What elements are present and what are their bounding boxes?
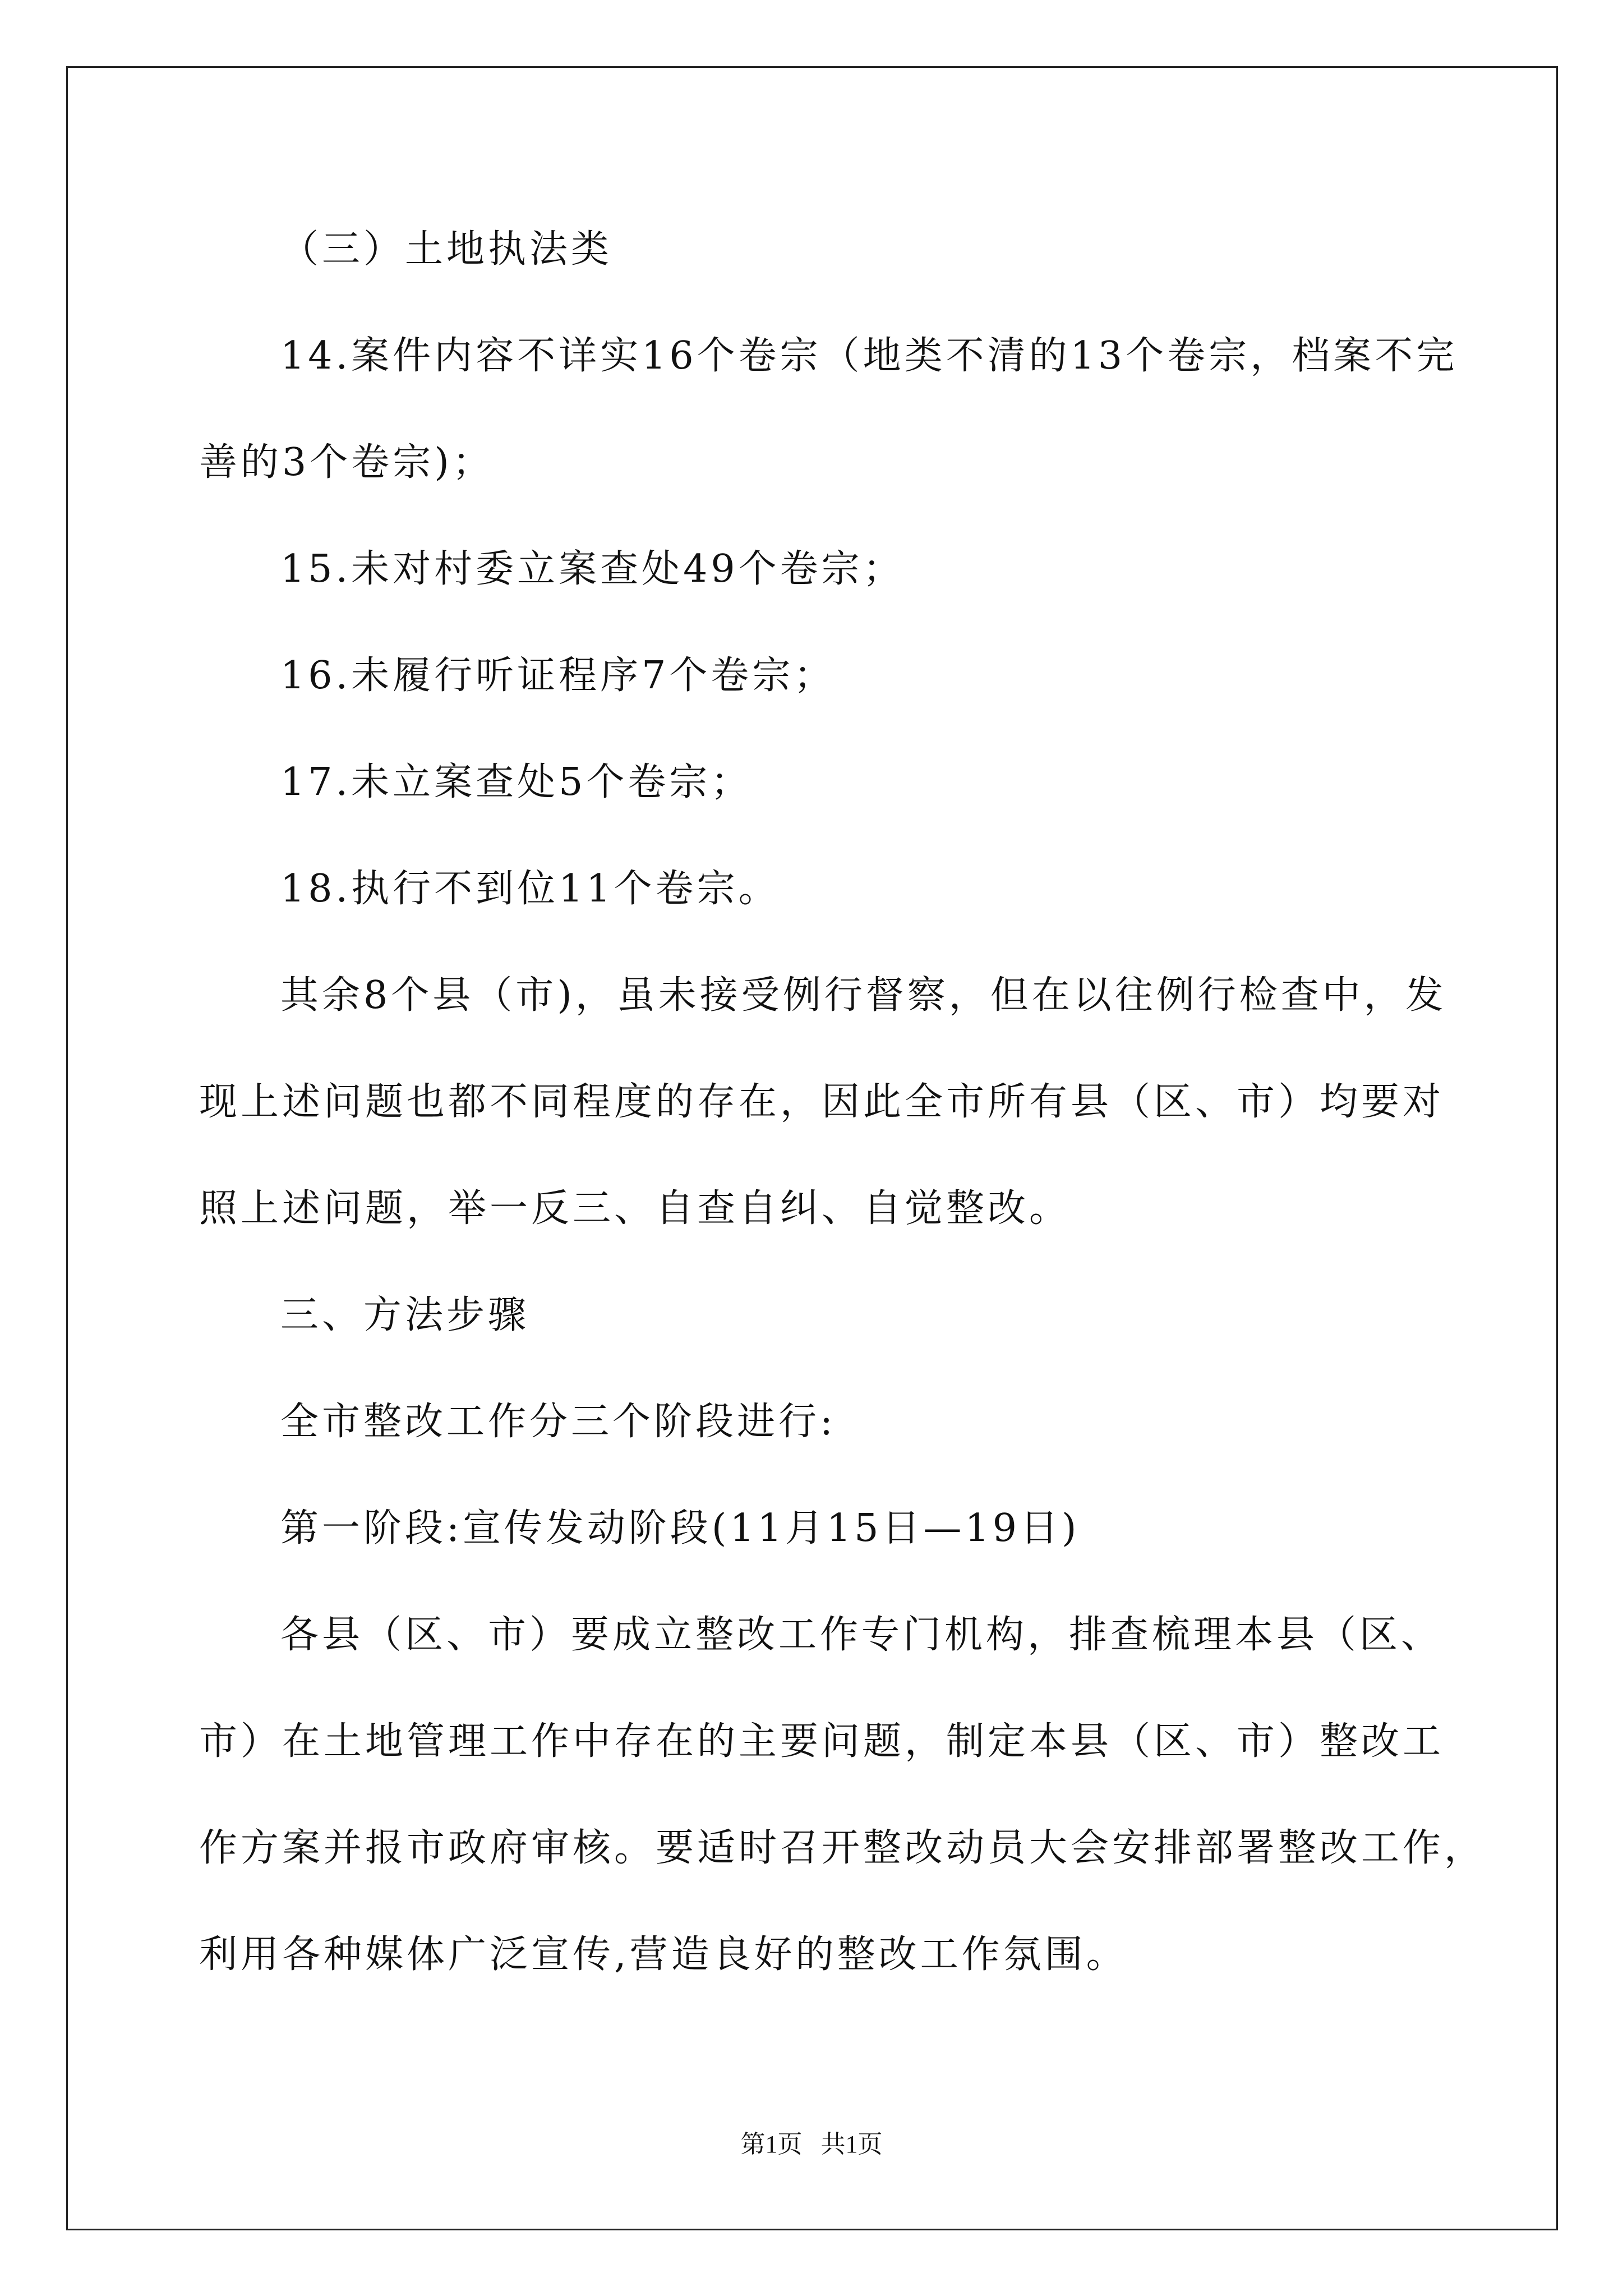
paragraph-line: 18.执行不到位11个卷宗。 xyxy=(280,867,780,911)
paragraph-line: 市）在土地管理工作中存在的主要问题，制定本县（区、市）整改工 xyxy=(199,1719,1445,1764)
paragraph-line: 16.未履行听证程序7个卷宗； xyxy=(280,654,836,698)
paragraph-line: 现上述问题也都不同程度的存在，因此全市所有县（区、市）均要对 xyxy=(199,1080,1445,1124)
paragraph-line: 14.案件内容不详实16个卷宗（地类不清的13个卷宗，档案不完 xyxy=(280,334,1458,378)
paragraph-line: 作方案并报市政府审核。要适时召开整改动员大会安排部署整改工作， xyxy=(199,1826,1486,1870)
paragraph-line: 其余8个县（市)，虽未接受例行督察，但在以往例行检查中，发 xyxy=(280,973,1447,1018)
paragraph-line: 各县（区、市）要成立整改工作专门机构，排查梳理本县（区、 xyxy=(280,1613,1443,1657)
paragraph-line: 全市整改工作分三个阶段进行: xyxy=(280,1400,836,1444)
section-heading-methods: 三、方法步骤 xyxy=(280,1293,530,1337)
page-border xyxy=(66,66,1558,2230)
paragraph-line: 17.未立案查处5个卷宗； xyxy=(280,760,753,804)
paragraph-line: 善的3个卷宗)； xyxy=(199,440,494,485)
paragraph-line: 15.未对村委立案查处49个卷宗； xyxy=(280,547,905,591)
paragraph-line: 第一阶段:宣传发动阶段(11月15日—19日) xyxy=(280,1506,1080,1550)
paragraph-line: 利用各种媒体广泛宣传,营造良好的整改工作氛围。 xyxy=(199,1932,1128,1977)
paragraph-line: 照上述问题，举一反三、自查自纠、自觉整改。 xyxy=(199,1186,1071,1231)
page-footer: 第1页 共1页 xyxy=(740,2131,883,2158)
section-heading-land-enforcement: （三）土地执法类 xyxy=(280,227,613,272)
